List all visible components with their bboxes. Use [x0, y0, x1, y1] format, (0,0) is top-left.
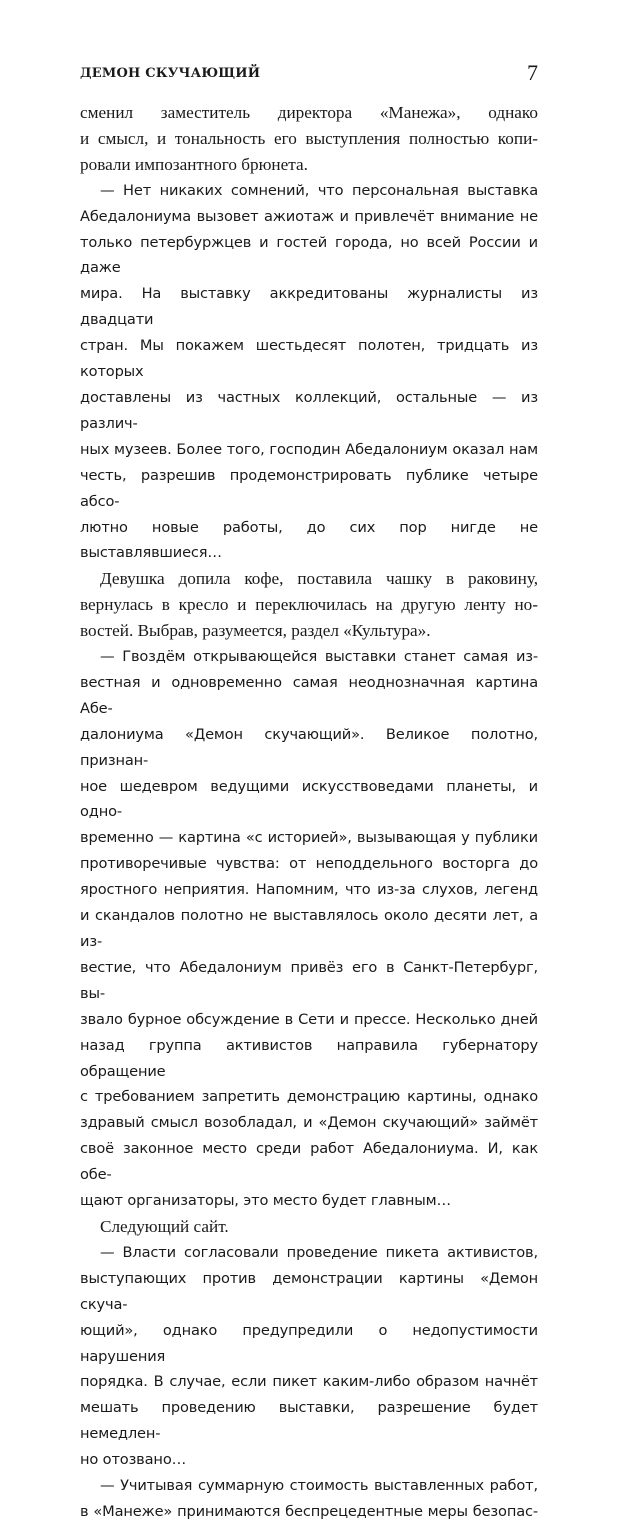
text-line: временно — картина «с историей», вызывающая у публики — [80, 829, 538, 847]
body-text — [80, 100, 538, 1525]
text-line: мира. На выставку аккредитованы журналисты из двадцати — [80, 285, 538, 329]
text-line: — Гвоздём открывающейся выставки станет самая из- — [100, 648, 538, 666]
text-line: вернулась в кресло и переключилась на другую ленту но- — [80, 595, 538, 615]
text-line: выступающих против демонстрации картины «Демон скуча- — [80, 1269, 538, 1313]
text-line: лютно новые работы, до сих пор нигде не выставлявшиеся… — [80, 518, 538, 562]
running-head — [80, 60, 538, 92]
running-title: ДЕМОН СКУЧАЮЩИЙ — [80, 66, 261, 81]
text-line: честь, разрешив продемонстрировать публике четыре абсо- — [80, 466, 538, 510]
text-line: далониума «Демон скучающий». Великое полотно, признан- — [80, 725, 538, 769]
text-line: — Нет никаких сомнений, что персональная выставка — [100, 181, 538, 199]
text-line: — Учитывая суммарную стоимость выставленных работ, — [100, 1477, 538, 1495]
text-line: яростного неприятия. Напомним, что из-за слухов, легенд — [80, 881, 538, 899]
text-line: но отозвано… — [80, 1451, 187, 1469]
text-line: ющий», однако предупредили о недопустимости нарушения — [80, 1321, 538, 1365]
page-number: 7 — [527, 60, 538, 85]
text-line: противоречивые чувства: от неподдельного восторга до — [80, 855, 538, 873]
text-line: ное шедевром ведущими искусствоведами планеты, и одно- — [80, 777, 538, 821]
text-line: щают организаторы, это место будет главным… — [80, 1192, 451, 1210]
text-line: в «Манеже» принимаются беспрецедентные меры безопас- — [80, 1502, 538, 1520]
text-line: порядка. В случае, если пикет каким-либо образом начнёт — [80, 1373, 538, 1391]
text-line: доставлены из частных коллекций, остальные — из различ- — [80, 388, 538, 432]
text-line: Следующий сайт. — [100, 1216, 229, 1236]
text-line: звало бурное обсуждение в Сети и прессе. Несколько дней — [80, 1010, 538, 1028]
text-line: Девушка допила кофе, поставила чашку в раковину, — [100, 569, 538, 589]
text-line: своё законное место среди работ Абедалониума. И, как обе- — [80, 1140, 538, 1184]
text-line: здравый смысл возобладал, и «Демон скучающий» займёт — [80, 1114, 538, 1132]
text-line: и смысл, и тональность его выступления полностью копи- — [80, 128, 538, 148]
text-line: ных музеев. Более того, господин Абедалониум оказал нам — [80, 440, 538, 458]
text-line: мешать проведению выставки, разрешение будет немедлен- — [80, 1399, 538, 1443]
text-line: вестие, что Абедалониум привёз его в Санкт-Петербург, вы- — [80, 958, 538, 1002]
text-line: назад группа активистов направила губернатору обращение — [80, 1036, 538, 1080]
text-line: только петербуржцев и гостей города, но всей России и даже — [80, 233, 538, 277]
text-line: Абедалониума вызовет ажиотаж и привлечёт внимание не — [80, 207, 538, 225]
text-line: стран. Мы покажем шестьдесят полотен, тридцать из которых — [80, 337, 538, 381]
text-line: сменил заместитель директора «Манежа», однако — [80, 103, 538, 122]
text-line: — Власти согласовали проведение пикета активистов, — [100, 1243, 538, 1261]
text-line: и скандалов полотно не выставлялось около десяти лет, а из- — [80, 907, 538, 950]
text-line: востей. Выбрав, разумеется, раздел «Культура». — [80, 621, 431, 641]
text-line: вестная и одновременно самая неоднозначная картина Абе- — [80, 673, 538, 717]
text-line: ровали импозантного брюнета. — [80, 154, 308, 174]
text-line: с требованием запретить демонстрацию картины, однако — [80, 1088, 538, 1106]
